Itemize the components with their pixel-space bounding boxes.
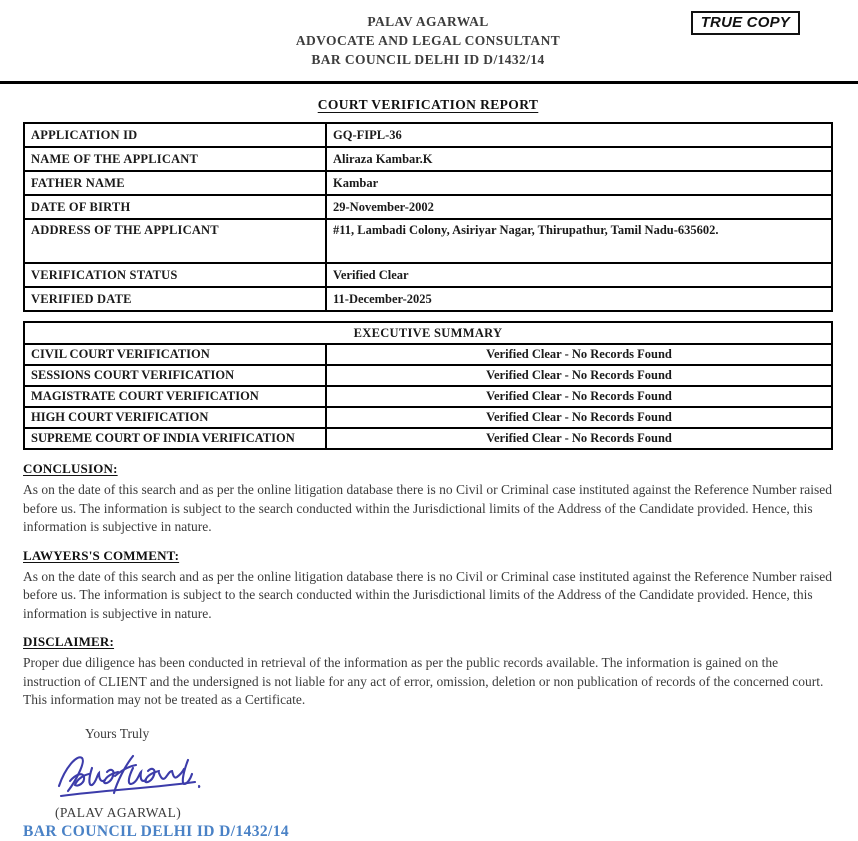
executive-summary-table xyxy=(23,321,833,450)
table-row xyxy=(24,287,832,311)
table-row xyxy=(24,171,832,195)
disclaimer-section xyxy=(23,634,833,710)
row-value: 11-December-2025 xyxy=(326,287,832,311)
disclaimer-heading: DISCLAIMER: xyxy=(23,634,115,649)
signatory-name: (PALAV AGARWAL) xyxy=(55,804,182,820)
letterhead-name: PALAV AGARWAL xyxy=(367,14,489,29)
row-label: SESSIONS COURT VERIFICATION xyxy=(24,365,326,386)
table-row xyxy=(24,219,832,263)
table-header-row xyxy=(24,322,832,344)
row-label: ADDRESS OF THE APPLICANT xyxy=(24,219,326,263)
table-row xyxy=(24,386,832,407)
row-value: Verified Clear - No Records Found xyxy=(326,407,832,428)
table-row xyxy=(24,344,832,365)
row-value: Verified Clear - No Records Found xyxy=(326,428,832,449)
row-value: Kambar xyxy=(326,171,832,195)
conclusion-section xyxy=(23,461,833,537)
row-value: Verified Clear - No Records Found xyxy=(326,365,832,386)
conclusion-heading: CONCLUSION: xyxy=(23,461,118,476)
closing-text: Yours Truly xyxy=(85,725,150,741)
lawyers-comment-section xyxy=(23,548,833,624)
row-value: Verified Clear - No Records Found xyxy=(326,344,832,365)
true-copy-stamp: TRUE COPY xyxy=(691,11,800,35)
row-label: CIVIL COURT VERIFICATION xyxy=(24,344,326,365)
row-label: VERIFIED DATE xyxy=(24,287,326,311)
row-label: VERIFICATION STATUS xyxy=(24,263,326,287)
letterhead xyxy=(23,12,833,69)
letterhead-designation: ADVOCATE AND LEGAL CONSULTANT xyxy=(295,33,561,48)
table-row xyxy=(24,263,832,287)
row-value: Aliraza Kambar.K xyxy=(326,147,832,171)
lawyers-comment-text: As on the date of this search and as per the online litigation database there is no Civil or Criminal case instituted against the Reference Number raised before us. The information is subject to the search conducted within the Jurisdictional limits of the Address of the Candidate provided. Hence, this information is subjective in nature. xyxy=(23,568,833,621)
signature-block xyxy=(23,726,833,841)
row-value: 29-November-2002 xyxy=(326,195,832,219)
table-row xyxy=(24,428,832,449)
table-row xyxy=(24,123,832,147)
table-row xyxy=(24,407,832,428)
row-value: Verified Clear xyxy=(326,263,832,287)
letterhead-bar-id: BAR COUNCIL DELHI ID D/1432/14 xyxy=(311,52,545,67)
conclusion-text: As on the date of this search and as per the online litigation database there is no Civil or Criminal case instituted against the Reference Number raised before us. The information is subject to the search conducted within the Jurisdictional limits of the Address of the Candidate provided. Hence, this information is subjective in nature. xyxy=(23,482,833,534)
row-label: FATHER NAME xyxy=(24,171,326,195)
applicant-table xyxy=(23,122,833,312)
row-label: APPLICATION ID xyxy=(24,123,326,147)
lawyers-comment-heading: LAWYERS'S COMMENT: xyxy=(23,547,180,563)
row-label: DATE OF BIRTH xyxy=(24,195,326,219)
table-row xyxy=(24,365,832,386)
report-title: COURT VERIFICATION REPORT xyxy=(317,97,539,112)
row-label: NAME OF THE APPLICANT xyxy=(24,147,326,171)
row-value: #11, Lambadi Colony, Asiriyar Nagar, Thirupathur, Tamil Nadu-635602. xyxy=(326,219,832,263)
executive-summary-title: EXECUTIVE SUMMARY xyxy=(24,322,832,344)
row-label: SUPREME COURT OF INDIA VERIFICATION xyxy=(24,428,326,449)
row-value: Verified Clear - No Records Found xyxy=(326,386,832,407)
bar-council-id: BAR COUNCIL DELHI ID D/1432/14 xyxy=(23,822,290,840)
disclaimer-text: Proper due diligence has been conducted in retrieval of the information as per the public records available. The information is gained on the instruction of CLIENT and the undersigned is not liable for any act of error, omission, deletion or non publication of records of the concerned court. This information may not be treated as a Certificate. xyxy=(23,655,824,707)
table-row xyxy=(24,147,832,171)
row-label: MAGISTRATE COURT VERIFICATION xyxy=(24,386,326,407)
header-divider xyxy=(0,81,858,84)
handwritten-signature xyxy=(49,746,209,802)
row-label: HIGH COURT VERIFICATION xyxy=(24,407,326,428)
table-row xyxy=(24,195,832,219)
row-value: GQ-FIPL-36 xyxy=(326,123,832,147)
